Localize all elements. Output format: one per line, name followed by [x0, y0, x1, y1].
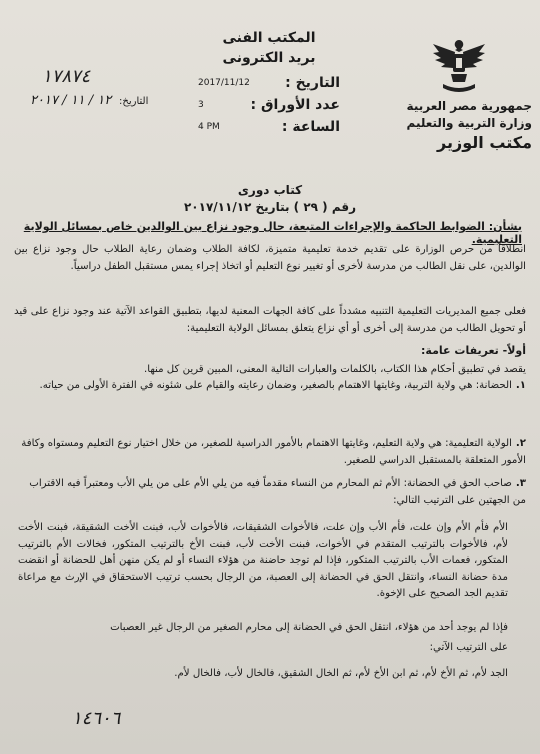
office-name: مكتب الوزير	[437, 133, 532, 152]
memo-subtitle: بريد الكترونى	[222, 50, 316, 66]
handwritten-date-value: ١٢ / ١١ / ٢٠١٧	[30, 93, 112, 108]
memo-pages-label: عدد الأوراق :	[250, 97, 340, 113]
definition-text: الولاية التعليمية: هي ولاية التعليم، وغايتها الاهتمام بالأمور الدراسية للصغير، من خلال اختيار نوع التعليم ومستواه وكافة الأمور المتعلقة بالمستقبل الدراسي للصغير.	[21, 438, 526, 466]
eagle-emblem-icon	[429, 34, 489, 94]
issuer-block	[402, 98, 532, 154]
document-subject: بشأن: الضوابط الحاكمة والإجراءات المتبعة، حال وجود نزاع بين الوالدين خاص بمسائل الولاية التعليمية.	[23, 220, 522, 246]
memo-pages-row	[198, 94, 340, 116]
memo-time-value: 4 PM	[198, 122, 220, 132]
memo-time-label: الساعة :	[281, 119, 340, 135]
custody-order-paragraph: الأم فأم الأم وإن علت، فأم الأب وإن علت، فالأخوات الشقيقات، فالأخوات لأب، فبنت الأخت الشقيقة، فبنت الأخت لأم، فالأخوات بالترتيب المتقدم في الأخوات، فبنت الأخت لأب، فبنت الأخ بالترتيب المتكور، فخالات الأم بالترتيب المتكور، فعمات الأب بالترتيب المتكور، فإذا لم توجد حاضنة من هؤلاء النساء أو لم يكن منهن أهل للحضانة أو انقضت مدة حضانة النساء، وانتقل الحق في الحضانة إلى العصبة، من الرجال بحسب ترتيب الاستحقاق في الإرث مع مراعاة تقديم الجد الصحيح على الإخوة.	[18, 522, 508, 599]
definitions-intro: يقصد في تطبيق أحكام هذا الكتاب، بالكلمات والعبارات التالية المعنى، المبين قرين كل منها.	[143, 364, 526, 375]
document-number: رقم ( ٢٩ ) بتاريخ ٢٠١٧/١١/١٢	[183, 200, 357, 214]
custody-order-heading: على الترتيب الآتي:	[429, 642, 508, 653]
handwritten-date-label: التاريخ:	[119, 96, 149, 107]
custody-last-paragraph: الجد لأم، ثم الأخ لأم، ثم ابن الأخ لأم، ثم الخال الشقيق، فالخال لأب، فالخال لأم.	[174, 668, 508, 679]
republic-name: جمهورية مصر العربية	[406, 99, 532, 113]
memo-info-box	[198, 28, 340, 138]
handwritten-reference-number: ١٧٨٧٤	[42, 66, 91, 87]
memo-time-row	[198, 116, 340, 138]
memo-date-row	[198, 72, 340, 94]
handwritten-page-number: ١٤٦٠٦	[72, 708, 121, 729]
ministry-name: وزارة التربية والتعليم	[406, 116, 532, 130]
definitions-heading: أولاً- تعريفات عامة:	[421, 344, 526, 357]
definition-number: ٢.	[515, 438, 526, 449]
memo-pages-value: 3	[198, 100, 204, 110]
definition-item-2	[14, 436, 526, 469]
definition-text: صاحب الحق في الحضانة: الأم ثم المحارم من النساء مقدماً فيه من يلي الأم على من يلي الأب ومعتبراً فيه الاقتراب من الجهتين على الترتيب التالي:	[29, 478, 526, 506]
definition-item-3	[14, 476, 526, 509]
intro-paragraph: انطلاقاً من حرص الوزارة على تقديم خدمة تعليمية متميزة، لكافة الطلاب وضمان رعاية الطلاب حال وجود نزاع بين الوالدين، على نقل الطالب من مدرسة لأخرى أو تغيير نوع التعليم أو اتخاذ إجراء يمس مستقبل الطفل دراسياً.	[14, 244, 526, 272]
directive-paragraph: فعلى جميع المديريات التعليمية التنبيه مشدداً على كافة الجهات المعنية لديها، بتطبيق القواعد الآتية عند وجود نزاع على قيد أو تحويل الطالب من مدرسة إلى أخرى أو أي نزاع يتعلق بمسائل الولاية التعليمية:	[14, 306, 526, 334]
memo-date-label: التاريخ :	[285, 75, 340, 91]
handwritten-date	[30, 93, 148, 108]
definition-number: ٣.	[515, 478, 526, 489]
memo-date-value: 2017/11/12	[198, 78, 250, 88]
memo-title: المكتب الفنى	[222, 30, 316, 46]
definition-text: الحضانة: هي ولاية التربية، وغايتها الاهتمام بالصغير، وضمان رعايته والقيام على شئونه في الفترة الأولى من حياته.	[39, 380, 512, 391]
custody-fallback-paragraph: فإذا لم يوجد أحد من هؤلاء، انتقل الحق في الحضانة إلى محارم الصغير من الرجال غير العصبات	[110, 622, 508, 633]
definition-number: ١.	[515, 380, 526, 391]
document-type: كتاب دورى	[237, 183, 303, 197]
definition-item-1	[14, 378, 526, 395]
